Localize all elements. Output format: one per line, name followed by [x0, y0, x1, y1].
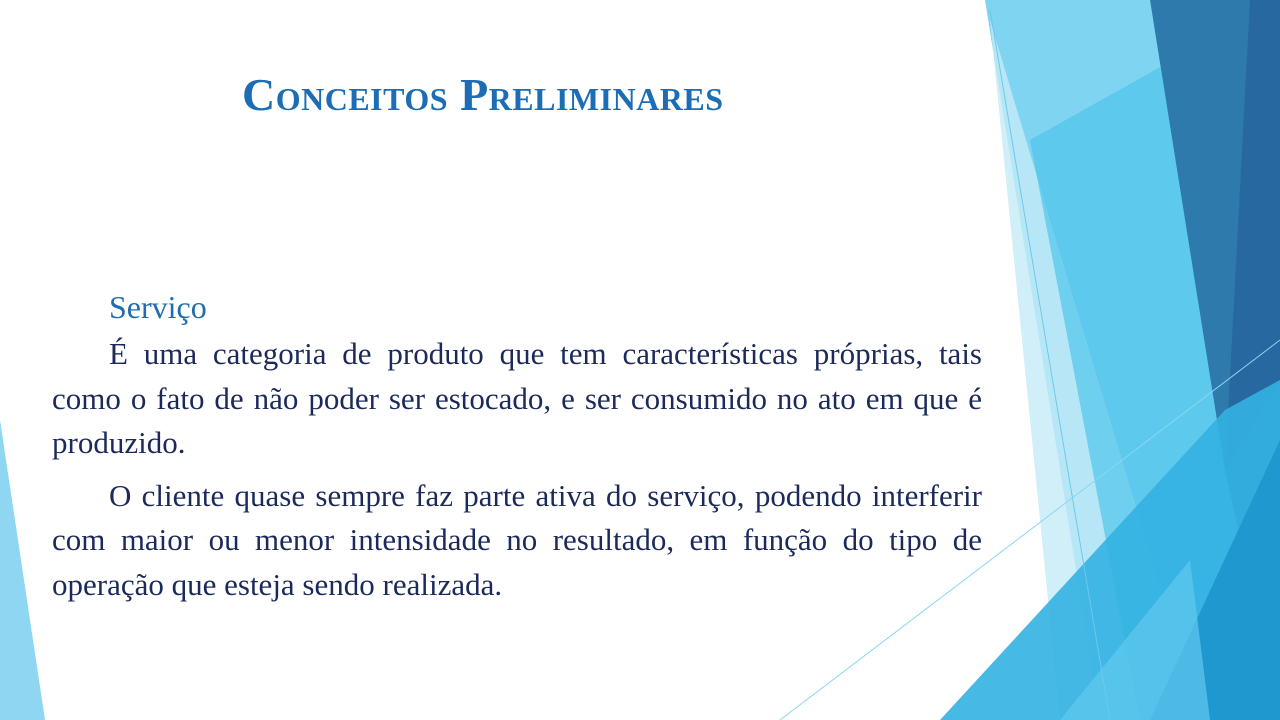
slide-body	[52, 282, 982, 615]
section-heading: Serviço	[109, 289, 207, 325]
paragraph-2: O cliente quase sempre faz parte ativa do serviço, podendo interferir com maior ou menor intensidade no resultado, em função do tipo de operação que esteja sendo realizada.	[52, 477, 982, 602]
slide-title: Conceitos Preliminares	[242, 69, 724, 120]
paragraph-1: É uma categoria de produto que tem características próprias, tais como o fato de não poder ser estocado, e ser consumido no ato em que é produzido.	[52, 336, 982, 460]
left-edge-shape	[0, 420, 45, 720]
